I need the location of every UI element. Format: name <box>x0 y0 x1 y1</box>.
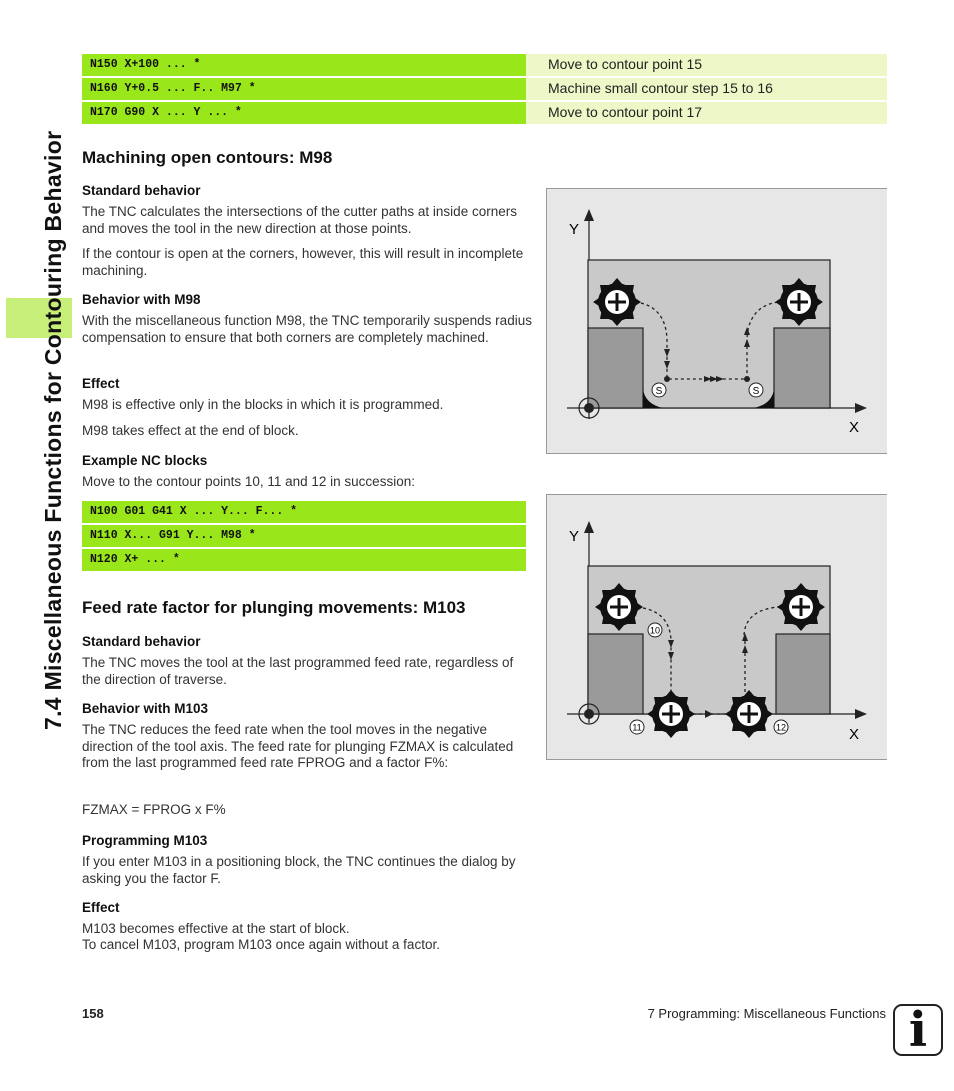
left-step <box>588 328 643 408</box>
nc-description: Move to contour point 17 <box>526 102 887 124</box>
info-icon <box>893 1004 943 1056</box>
paragraph: The TNC reduces the feed rate when the tool moves in the negative direction of the tool axis. The feed rate for plunging FZMAX is calculated from the last programmed feed rate FPROG and a factor F%: <box>82 722 514 770</box>
section-title-m103: Feed rate factor for plunging movements: M103 <box>82 598 466 617</box>
paragraph: With the miscellaneous function M98, the TNC temporarily suspends radius compensation to ensure that both corners are completely machined. <box>82 313 532 345</box>
heading-behavior-with-m103: Behavior with M103 <box>82 701 209 716</box>
marker-s-right-text: S <box>752 386 760 397</box>
paragraph: Move to the contour points 10, 11 and 12 in succession: <box>82 474 415 489</box>
heading-standard-behavior: Standard behavior <box>82 183 201 198</box>
side-chapter-title <box>6 40 72 730</box>
cutter-icon <box>725 690 773 738</box>
figure-m103-plunging <box>546 494 887 760</box>
table-row <box>82 501 526 523</box>
heading-effect: Effect <box>82 376 120 391</box>
table-row <box>82 549 526 571</box>
right-step <box>776 634 830 714</box>
nc-code: N170 G90 X ... Y ... * <box>82 102 526 124</box>
info-glyph: i <box>908 1002 928 1058</box>
section-title-m98: Machining open contours: M98 <box>82 148 333 167</box>
cutter-icon <box>595 583 643 631</box>
paragraph: M103 becomes effective at the start of block. <box>82 921 350 936</box>
nc-code: N120 X+ ... * <box>82 549 526 571</box>
heading-behavior-with-m98: Behavior with M98 <box>82 292 201 307</box>
cutter-icon <box>775 278 823 326</box>
nc-code: N160 Y+0.5 ... F.. M97 * <box>82 78 526 100</box>
paragraph: To cancel M103, program M103 once again without a factor. <box>82 937 440 952</box>
x-axis-label: X <box>849 419 860 436</box>
paragraph: The TNC moves the tool at the last programmed feed rate, regardless of the direction of traverse. <box>82 655 514 687</box>
table-row <box>82 102 887 124</box>
marker-s-left-text: S <box>655 386 663 397</box>
top-code-table <box>82 54 887 126</box>
heading-programming-m103: Programming M103 <box>82 833 208 848</box>
heading-example-nc-blocks: Example NC blocks <box>82 453 208 468</box>
page-number: 158 <box>82 1006 104 1021</box>
cutter-icon <box>593 278 641 326</box>
paragraph: M98 is effective only in the blocks in which it is programmed. <box>82 397 444 412</box>
paragraph: The TNC calculates the intersections of the cutter paths at inside corners and moves the tool in the new direction at those points. <box>82 204 517 236</box>
paragraph: If you enter M103 in a positioning block, the TNC continues the dialog by asking you the factor F. <box>82 854 516 886</box>
chapter-footer: 7 Programming: Miscellaneous Functions <box>647 1006 886 1021</box>
table-row <box>82 78 887 100</box>
nc-description: Machine small contour step 15 to 16 <box>526 78 887 100</box>
marker-12-text: 12 <box>775 722 787 733</box>
table-row <box>82 525 526 547</box>
side-title-text: 7.4 Miscellaneous Functions for Contouring Behavior <box>40 130 66 730</box>
marker-11-text: 11 <box>632 722 642 733</box>
y-axis-label: Y <box>569 221 580 238</box>
paragraph: If the contour is open at the corners, however, this will result in incomplete machining. <box>82 246 524 278</box>
nc-description: Move to contour point 15 <box>526 54 887 76</box>
table-row <box>82 54 887 76</box>
heading-standard-behavior: Standard behavior <box>82 634 201 649</box>
paragraph: M98 takes effect at the end of block. <box>82 423 299 438</box>
example-code-table <box>82 501 526 573</box>
nc-code: N110 X... G91 Y... M98 * <box>82 525 526 547</box>
nc-code: N100 G01 G41 X ... Y... F... * <box>82 501 526 523</box>
right-step <box>774 328 830 408</box>
cutter-icon <box>777 583 825 631</box>
formula: FZMAX = FPROG x F% <box>82 802 226 817</box>
x-axis-label: X <box>849 726 860 743</box>
figure-m98-open-contour <box>546 188 887 454</box>
marker-10-text: 10 <box>649 625 661 636</box>
cutter-icon <box>647 690 695 738</box>
y-axis-label: Y <box>569 528 580 545</box>
heading-effect: Effect <box>82 900 120 915</box>
left-step <box>588 634 643 714</box>
nc-code: N150 X+100 ... * <box>82 54 526 76</box>
